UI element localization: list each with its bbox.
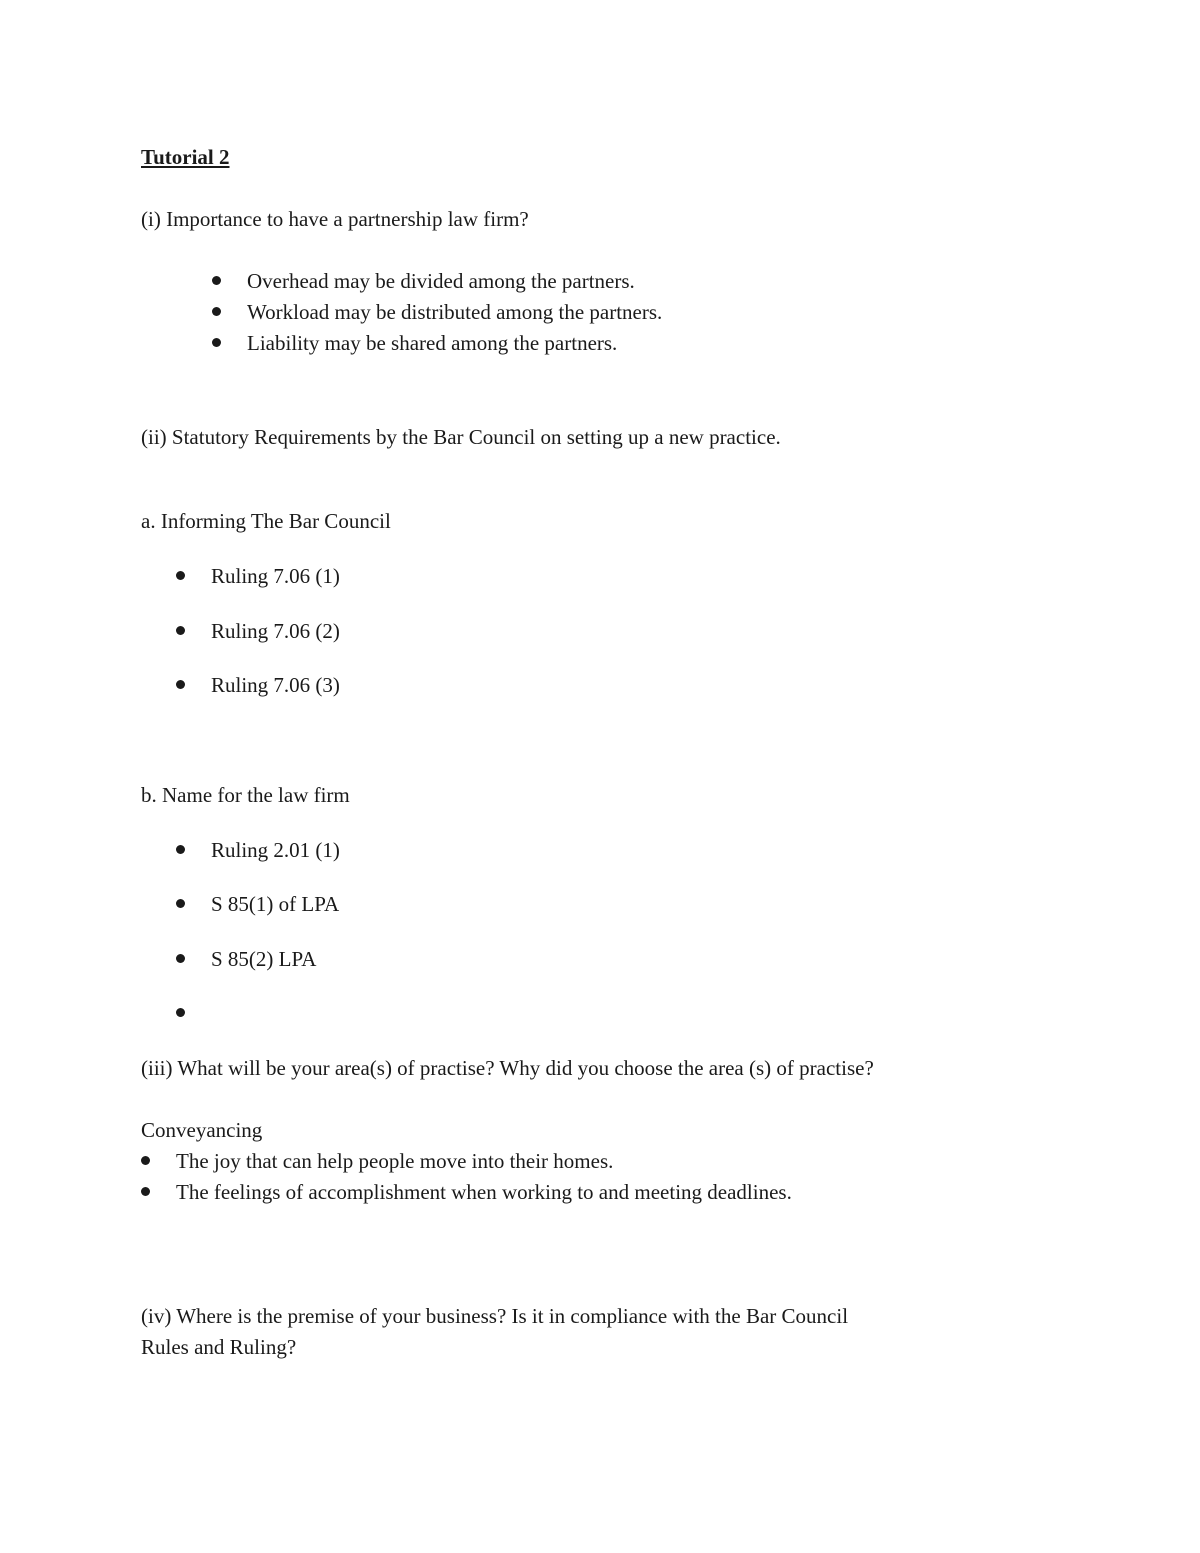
list-item: Ruling 2.01 (1) [211, 838, 340, 862]
bullet-dot [176, 899, 185, 908]
bullet-dot [212, 338, 221, 347]
section-1-heading: (i) Importance to have a partnership law firm? [141, 207, 529, 231]
bullet-dot [176, 680, 185, 689]
section-3-heading: (iii) What will be your area(s) of practise? Why did you choose the area (s) of practise? [141, 1056, 874, 1080]
list-item: Overhead may be divided among the partners. [247, 269, 635, 293]
list-item: S 85(2) LPA [211, 947, 317, 971]
subsection-a-heading: a. Informing The Bar Council [141, 509, 391, 533]
list-item: Ruling 7.06 (3) [211, 673, 340, 697]
list-item: Workload may be distributed among the partners. [247, 300, 663, 324]
bullet-dot [212, 276, 221, 285]
area-label: Conveyancing [141, 1118, 263, 1142]
bullet-dot [176, 1008, 185, 1017]
bullet-dot [176, 954, 185, 963]
section-4-heading-line-1: (iv) Where is the premise of your business? Is it in compliance with the Bar Council [141, 1304, 849, 1328]
bullet-dot [141, 1187, 150, 1196]
subsection-b-heading: b. Name for the law firm [141, 783, 350, 807]
bullet-dot [176, 571, 185, 580]
bullet-dot [212, 307, 221, 316]
document-title: Tutorial 2 [141, 145, 230, 169]
list-item: Liability may be shared among the partners. [247, 331, 618, 355]
bullet-dot [176, 626, 185, 635]
bullet-dot [176, 845, 185, 854]
section-4-heading-line-2: Rules and Ruling? [141, 1335, 297, 1359]
list-item: The joy that can help people move into their homes. [176, 1149, 614, 1173]
list-item: Ruling 7.06 (1) [211, 564, 340, 588]
list-item: The feelings of accomplishment when working to and meeting deadlines. [176, 1180, 792, 1204]
list-item: Ruling 7.06 (2) [211, 619, 340, 643]
section-2-heading: (ii) Statutory Requirements by the Bar Council on setting up a new practice. [141, 425, 781, 449]
list-item: S 85(1) of LPA [211, 892, 340, 916]
bullet-dot [141, 1156, 150, 1165]
